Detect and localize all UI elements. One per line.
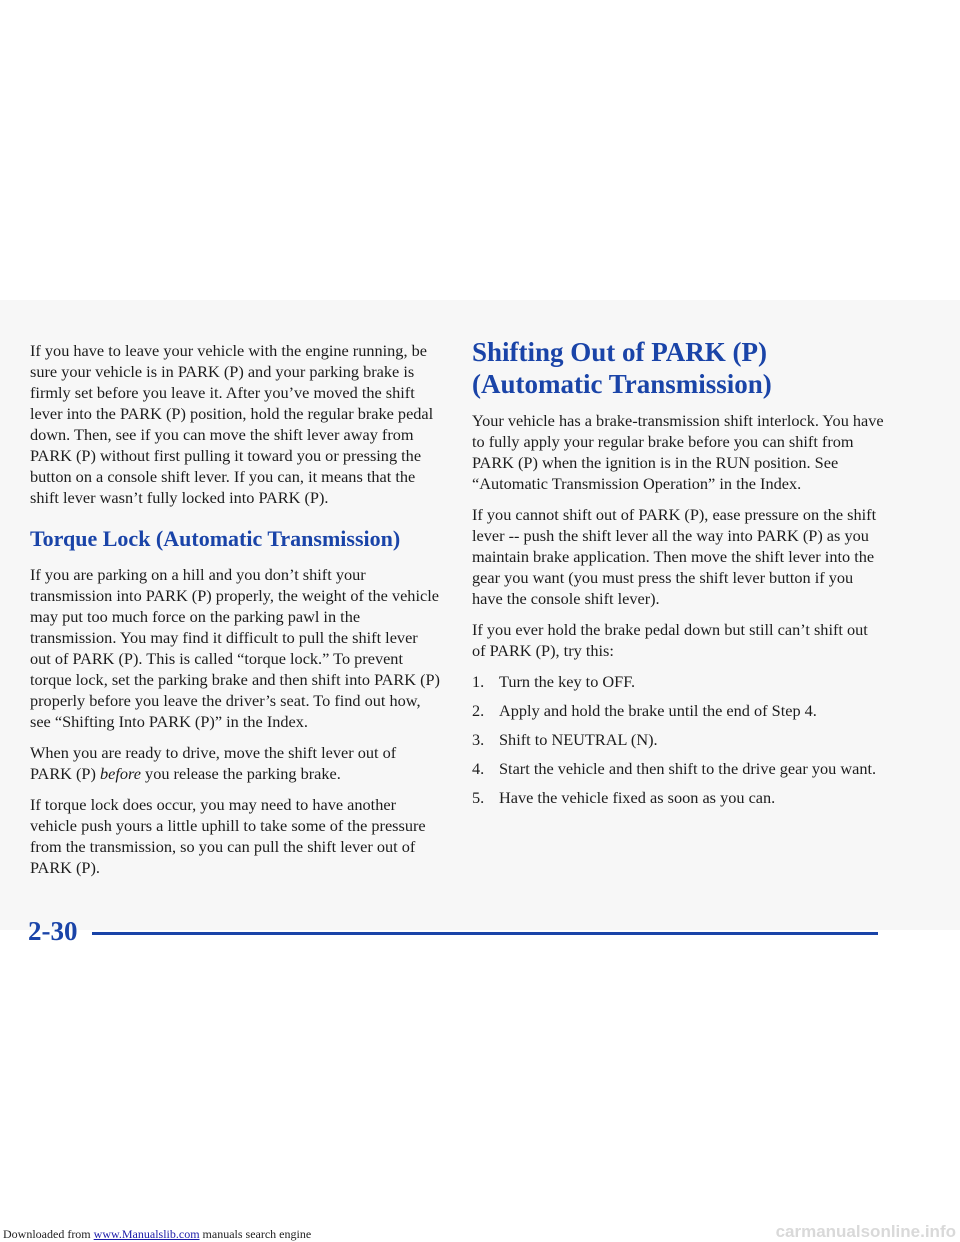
step-text: Start the vehicle and then shift to the drive gear you want. [499,759,877,778]
step-item [472,787,884,808]
cannot-shift-paragraph: If you cannot shift out of PARK (P), ease pressure on the shift lever -- push the shift lever all the way into PARK (P) as you maintain brake application. Then move the shift lever into the gear you want (you must press the shift lever button if you have the console shift lever). [472,505,877,608]
page-number: 2-30 [28,916,78,946]
step-number: 2. [472,701,485,720]
interlock-paragraph: Your vehicle has a brake-transmission shift interlock. You have to fully apply your regular brake before you can shift from PARK (P) when the ignition is in the RUN position. See “Automatic Transmission Operation” in the Index. [472,411,884,493]
torque-lock-heading: Torque Lock (Automatic Transmission) [30,526,401,551]
download-credit [3,1227,311,1242]
right-column [472,337,884,816]
step-item [472,700,884,721]
credit-prefix: Downloaded from [3,1227,94,1241]
intro-paragraph: If you have to leave your vehicle with the engine running, be sure your vehicle is in PARK (P) and your parking brake is firmly set before you leave it. After you’ve moved the shift lever into the PARK (P) position, hold the regular brake pedal down. Then, see if you can move the shift lever away from PARK (P) without first pulling it toward you or pressing the button on a console shift lever. If you can, it means that the shift lever wasn’t fully locked into PARK (P). [30,341,434,507]
step-text: Turn the key to OFF. [499,672,636,691]
shifting-out-heading [472,336,884,400]
credit-suffix: manuals search engine [199,1227,312,1241]
heading-line-1: Shifting Out of PARK (P) [472,337,767,367]
step-number: 4. [472,759,485,778]
step-number: 1. [472,672,485,691]
step-item [472,729,884,750]
watermark: carmanualsonline.info [775,1222,956,1241]
steps-list [472,671,884,808]
step-text: Have the vehicle fixed as soon as you can. [499,788,776,807]
torque-lock-paragraph-1: If you are parking on a hill and you don’t shift your transmission into PARK (P) properly, the weight of the vehicle may put too much force on the parking pawl in the transmission. You may find it difficult to pull the shift lever out of PARK (P). This is called “torque lock.” To prevent torque lock, set the parking brake and then shift into PARK (P) properly before you leave the driver’s seat. To find out how, see “Shifting Into PARK (P)” in the Index. [30,565,440,731]
emphasis-before: before [99,764,141,783]
step-number: 3. [472,730,485,749]
step-text: Apply and hold the brake until the end of Step 4. [499,701,817,720]
step-text: Shift to NEUTRAL (N). [499,730,658,749]
manualslib-link[interactable]: www.Manualslib.com [93,1227,200,1241]
step-item [472,671,884,692]
paragraph-text: you release the parking brake. [140,764,341,783]
try-this-paragraph: If you ever hold the brake pedal down but still can’t shift out of PARK (P), try this: [472,620,868,660]
heading-line-2: (Automatic Transmission) [472,369,772,399]
paragraph-text: When you are ready to drive, move the shift lever out of PARK (P) [30,743,397,783]
torque-lock-paragraph-2 [30,742,440,784]
torque-lock-paragraph-3: If torque lock does occur, you may need to have another vehicle push yours a little uphill to take some of the pressure from the transmission, so you can pull the shift lever out of PARK (P). [30,795,426,877]
step-number: 5. [472,788,485,807]
left-column [30,340,440,888]
step-item [472,758,884,779]
footer-divider [92,932,878,935]
